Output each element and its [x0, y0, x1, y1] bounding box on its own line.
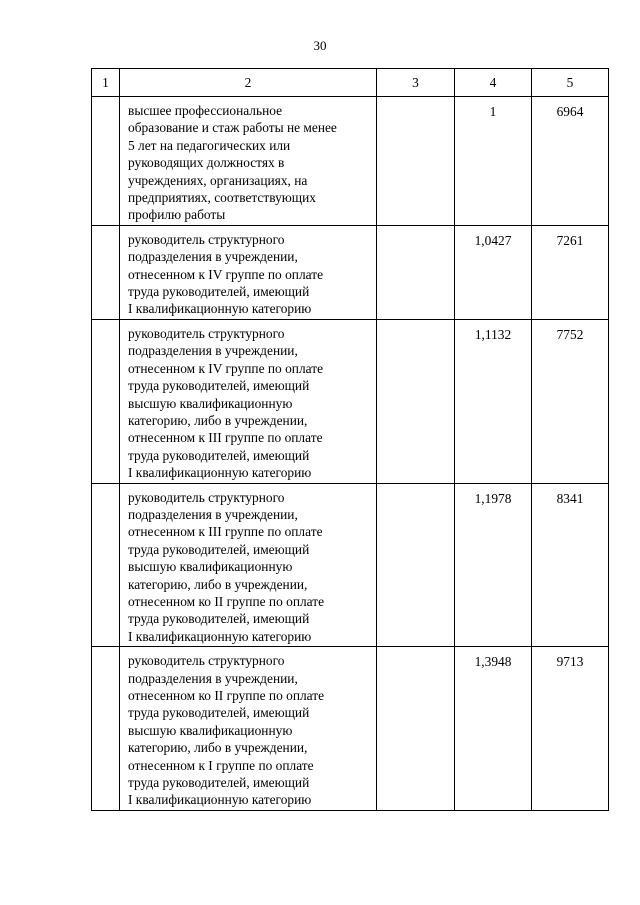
- col3-cell: [377, 647, 455, 811]
- coefficient-cell: 1,1132: [455, 319, 532, 483]
- row-number-cell: [92, 97, 120, 226]
- table-row: [92, 647, 609, 811]
- header-col-5: 5: [532, 69, 609, 97]
- col3-cell: [377, 319, 455, 483]
- position-description: руководитель структурного подразделения в учреждении, отнесенном к III группе по оплате труда руководителей, имеющий высшую квалификационную категорию, либо в учреждении, отнесенном ко II группе по оплате труда руководителей, имеющий I квалификационную категорию: [120, 483, 377, 647]
- amount-cell: 8341: [532, 483, 609, 647]
- table-row: [92, 319, 609, 483]
- table-header-row: [92, 69, 609, 97]
- position-description: высшее профессиональное образование и стаж работы не менее 5 лет на педагогических или руководящих должностях в учреждениях, организациях, на предприятиях, соответствующих профилю работы: [120, 97, 377, 226]
- amount-cell: 7752: [532, 319, 609, 483]
- header-col-3: 3: [377, 69, 455, 97]
- amount-cell: 9713: [532, 647, 609, 811]
- row-number-cell: [92, 319, 120, 483]
- row-number-cell: [92, 483, 120, 647]
- coefficient-cell: 1,0427: [455, 225, 532, 319]
- row-number-cell: [92, 647, 120, 811]
- header-col-2: 2: [120, 69, 377, 97]
- col3-cell: [377, 225, 455, 319]
- header-col-1: 1: [92, 69, 120, 97]
- coefficient-cell: 1,3948: [455, 647, 532, 811]
- col3-cell: [377, 483, 455, 647]
- table-row: [92, 483, 609, 647]
- amount-cell: 6964: [532, 97, 609, 226]
- position-description: руководитель структурного подразделения в учреждении, отнесенном к IV группе по оплате труда руководителей, имеющий I квалификационную категорию: [120, 225, 377, 319]
- col3-cell: [377, 97, 455, 226]
- coefficient-cell: 1,1978: [455, 483, 532, 647]
- page-number: 30: [313, 38, 327, 53]
- coefficient-cell: 1: [455, 97, 532, 226]
- header-col-4: 4: [455, 69, 532, 97]
- position-description: руководитель структурного подразделения в учреждении, отнесенном к IV группе по оплате труда руководителей, имеющий высшую квалификационную категорию, либо в учреждении, отнесенном к III группе по оплате труда руководителей, имеющий I квалификационную категорию: [120, 319, 377, 483]
- row-number-cell: [92, 225, 120, 319]
- table-row: [92, 97, 609, 226]
- salary-table: [91, 68, 609, 811]
- amount-cell: 7261: [532, 225, 609, 319]
- position-description: руководитель структурного подразделения в учреждении, отнесенном ко II группе по оплате труда руководителей, имеющий высшую квалификационную категорию, либо в учреждении, отнесенном к I группе по оплате труда руководителей, имеющий I квалификационную категорию: [120, 647, 377, 811]
- table-row: [92, 225, 609, 319]
